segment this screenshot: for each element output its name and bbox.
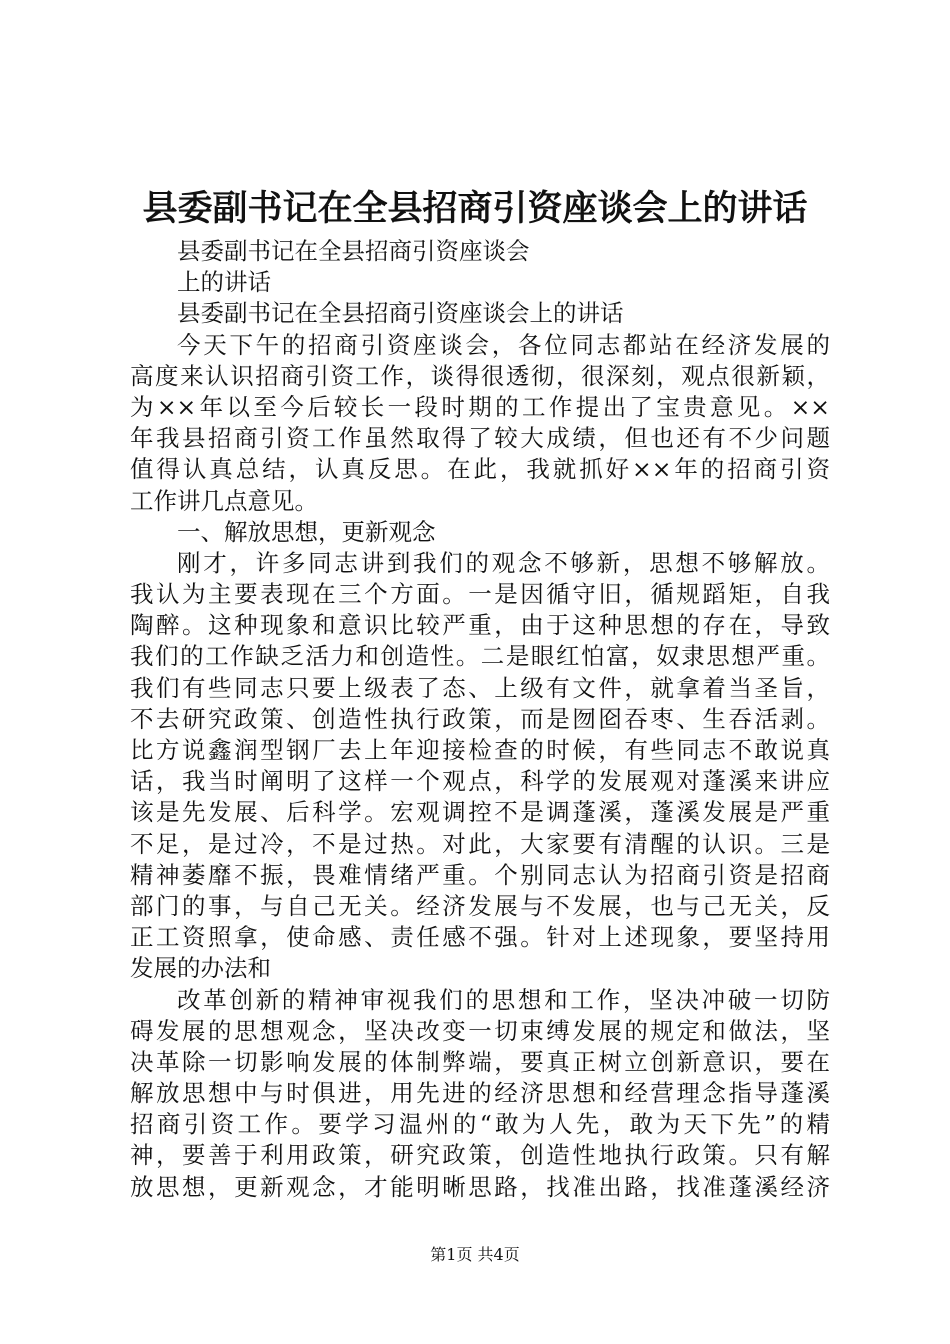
text-line: 工作讲几点意见。 [130,486,318,515]
document-body [130,236,830,1203]
text-line: 神，要善于利用政策，研究政策，创造性地执行政策。只有解 [130,1141,830,1170]
text-line: 放思想，更新观念，才能明晰思路，找准出路，找准蓬溪经济 [130,1172,830,1201]
text-line: 我们有些同志只要上级表了态、上级有文件，就拿着当圣旨， [130,673,830,702]
text-line: 今天下午的招商引资座谈会，各位同志都站在经济发展的 [177,330,830,359]
text-line: 精神萎靡不振，畏难情绪严重。个别同志认为招商引资是招商 [130,860,830,889]
text-line: 碍发展的思想观念，坚决改变一切束缚发展的规定和做法，坚 [130,1016,830,1045]
text-line: 比方说鑫润型钢厂去上年迎接检查的时候，有些同志不敢说真 [130,736,830,764]
text-line: 上的讲话 [177,268,271,297]
text-line: 不足，是过冷，不是过热。对此，大家要有清醒的认识。三是 [130,829,830,858]
text-line: 我们的工作缺乏活力和创造性。二是眼红怕富，奴隶思想严重。 [130,642,830,671]
text-line: 刚才，许多同志讲到我们的观念不够新，思想不够解放。 [177,548,830,577]
text-line: 正工资照拿，使命感、责任感不强。针对上述现象，要坚持用 [130,923,830,952]
text-line: 县委副书记在全县招商引资座谈会 [177,237,530,265]
text-line: 年我县招商引资工作虽然取得了较大成绩，但也还有不少问题 [130,424,830,453]
text-line: 该是先发展、后科学。宏观调控不是调蓬溪，蓬溪发展是严重 [130,798,830,827]
text-line: 招商引资工作。要学习温州的“敢为人先，敢为天下先”的精 [130,1110,830,1139]
text-line: 话，我当时阐明了这样一个观点，科学的发展观对蓬溪来讲应 [130,767,830,796]
page-footer: 第1页 共4页 [430,1245,520,1264]
text-line: 解放思想中与时俱进，用先进的经济思想和经营理念指导蓬溪 [130,1079,830,1108]
text-line: 高度来认识招商引资工作，谈得很透彻，很深刻，观点很新颖， [130,361,830,390]
text-line: 一、解放思想，更新观念 [177,517,436,546]
text-line: 我认为主要表现在三个方面。一是因循守旧，循规蹈矩，自我 [130,580,830,609]
text-line: 部门的事，与自己无关。经济发展与不发展，也与己无关，反 [130,891,830,920]
page-title: 县委副书记在全县招商引资座谈会上的讲话 [142,188,808,229]
text-line: 县委副书记在全县招商引资座谈会上的讲话 [177,299,624,328]
text-line: 改革创新的精神审视我们的思想和工作，坚决冲破一切防 [177,985,830,1014]
text-line: 发展的办法和 [130,954,271,983]
text-line: 值得认真总结，认真反思。在此，我就抓好××年的招商引资 [130,455,830,484]
text-line: 陶醉。这种现象和意识比较严重，由于这种思想的存在，导致 [130,611,830,640]
text-line: 为××年以至今后较长一段时期的工作提出了宝贵意见。×× [130,392,830,421]
text-line: 不去研究政策、创造性执行政策，而是囫囵吞枣、生吞活剥。 [130,704,830,733]
text-line: 决革除一切影响发展的体制弊端，要真正树立创新意识，要在 [130,1047,830,1076]
